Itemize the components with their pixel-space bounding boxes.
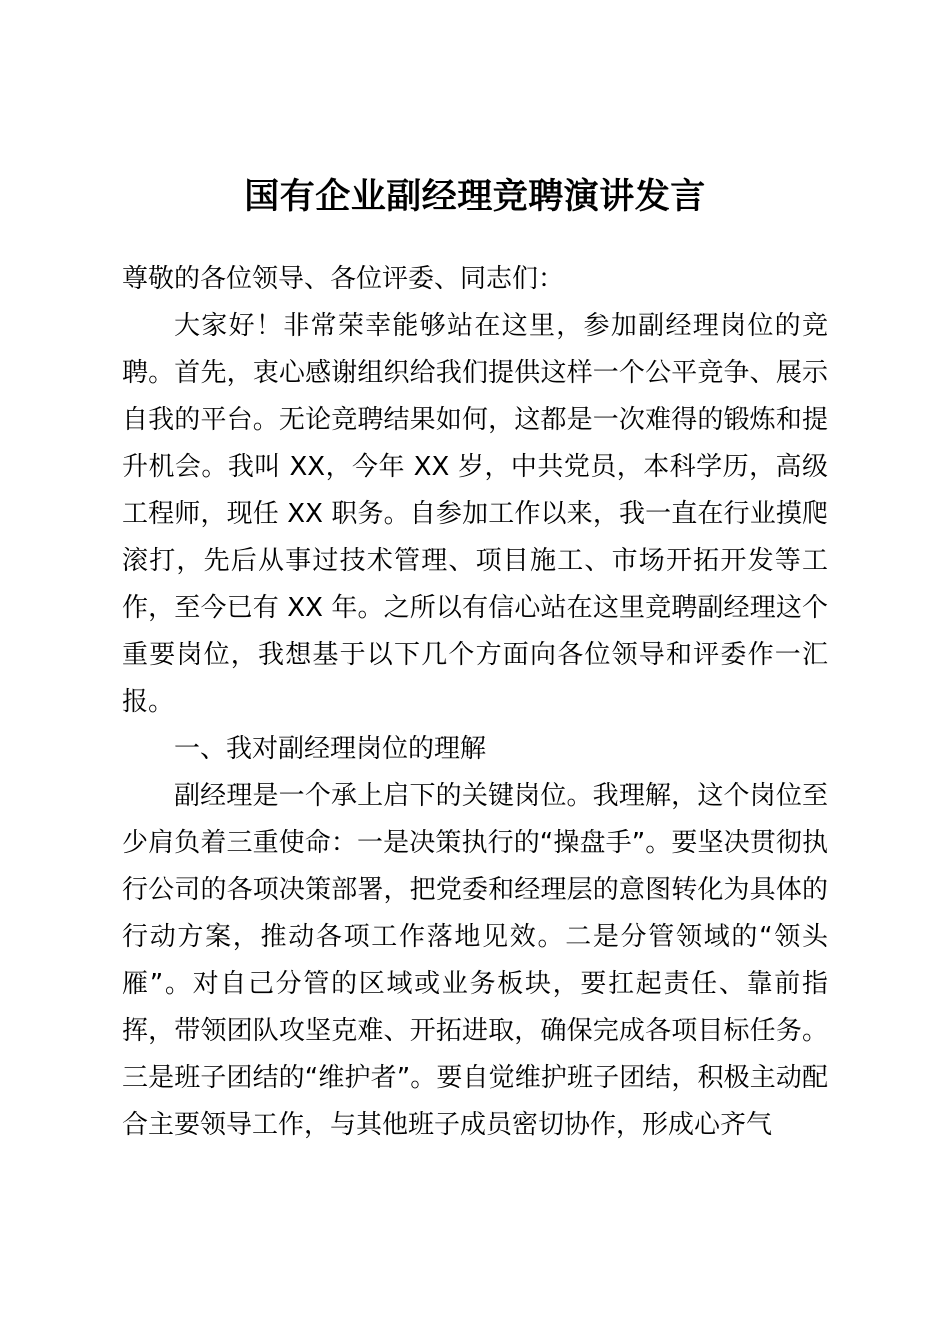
section-heading-one: 一、我对副经理岗位的理解 xyxy=(174,733,487,764)
paragraph-opening: 大家好！非常荣幸能够站在这里，参加副经理岗位的竞聘。首先，衷心感谢组织给我们提供这样一个公平竞争、展示自我的平台。无论竞聘结果如何，这都是一次难得的锻炼和提升机会。我叫 XX，今年 XX 岁，中共党员，本科学历，高级工程师，现任 XX 职务。自参加工作以来，我一直在行业摸爬滚打，先后从事过技术管理、项目施工、市场开拓开发等工作，至今已有 XX 年。之所以有信心站在这里竞聘副经理这个重要岗位，我想基于以下几个方面向各位领导和评委作一汇报。 xyxy=(122,310,828,717)
paragraph-section-one-body: 副经理是一个承上启下的关键岗位。我理解，这个岗位至少肩负着三重使命：一是决策执行的“操盘手”。要坚决贯彻执行公司的各项决策部署，把党委和经理层的意图转化为具体的行动方案，推动各项工作落地见效。二是分管领域的“领头雁”。对自己分管的区域或业务板块，要扛起责任、靠前指挥，带领团队攻坚克难、开拓进取，确保完成各项目标任务。三是班子团结的“维护者”。要自觉维护班子团结，积极主动配合主要领导工作，与其他班子成员密切协作，形成心齐气 xyxy=(122,780,828,1140)
document-content xyxy=(122,0,828,1149)
salutation-line: 尊敬的各位领导、各位评委、同志们： xyxy=(122,263,565,294)
page-title: 国有企业副经理竞聘演讲发言 xyxy=(244,177,706,217)
